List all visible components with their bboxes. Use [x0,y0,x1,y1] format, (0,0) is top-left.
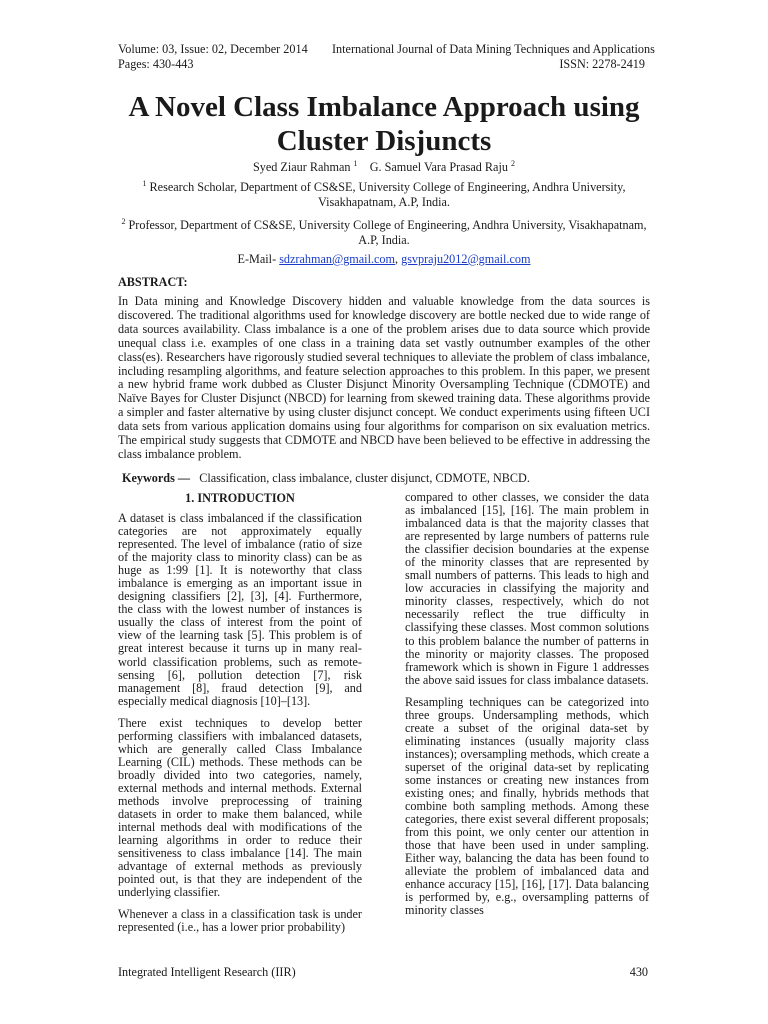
section-heading-introduction: 1. INTRODUCTION [185,491,295,505]
paragraph: compared to other classes, we consider the data as imbalanced [15], [16]. The main problem in imbalanced data is that the majority classes that are represented by large numbers of patterns rule the classifier decision boundaries at the expense of the minority classes that are represented by small numbers of patterns. This leads to high and low accuracies in classifying the majority and minority classes, respectively, which do not necessarily reflect the true difficulty in classifying these classes. Most common solutions to this problem balance the number of patterns in the minority or majority classes. The proposed framework which is shown in Figure 1 addresses the above said issues for class imbalance datasets. [405,490,649,687]
author-2: G. Samuel Vara Prasad Raju [369,160,508,174]
email-separator: , [395,252,399,266]
paragraph: Resampling techniques can be categorized into three groups. Undersampling methods, which create a subset of the original data-set by eliminating instances (usually majority class instances); oversampling methods, which create a superset of the original data-set by replicating some instances or creating new instances from existing ones; and finally, hybrids methods that combine both sampling methods. Among these categories, there exist several different proposals; from this point, we only center our attention in those that have been used in under sampling. Either way, balancing the data has been found to alleviate the problem of imbalanced data and enhance accuracy [15], [16], [17]. Data balancing is performed by, e.g., oversampling patterns of minority classes [405,694,649,918]
email-label: E-Mail- [237,252,277,266]
keywords [122,471,650,486]
abstract-heading: ABSTRACT: [118,275,188,289]
author-line [118,160,650,175]
affiliation-1 [118,180,650,209]
volume-info: Volume: 03, Issue: 02, December 2014 [118,42,308,56]
paragraph: A dataset is class imbalanced if the classification categories are not approximately equally represented. The level of imbalance (ratio of size of the majority class to minority class) can be as huge as 1:99 [1]. It is noteworthy that class imbalance is emerging as an important issue in designing classifiers [2], [3], [4]. Furthermore, the class with the lowest number of instances is usually the class of interest from the point of view of the learning task [5]. This problem is of great interest because it turns up in many real-world classification problems, such as remote-sensing [6], pollution detection [7], risk management [8], fraud detection [9], and especially medical diagnosis [10]–[13]. [118,511,362,708]
author-2-sup: 2 [510,158,515,168]
email-link-1[interactable]: sdzrahman@gmail.com [279,252,395,266]
keywords-label: Keywords — [122,471,191,485]
email-link-2[interactable]: gsvpraju2012@gmail.com [401,252,531,266]
author-1-sup: 1 [353,158,358,168]
right-column [405,491,649,927]
footer-publisher: Integrated Intelligent Research (IIR) [118,965,296,979]
affiliation-2 [118,218,650,247]
keywords-text: Classification, class imbalance, cluster disjunct, CDMOTE, NBCD. [199,471,530,485]
author-1: Syed Ziaur Rahman [253,160,351,174]
affiliation-1-text: Research Scholar, Department of CS&SE, University College of Engineering, Andhra University, Visakhapatnam, A.P, India. [149,180,626,209]
issn-info: ISSN: 2278-2419 [559,57,645,71]
affiliation-1-sup: 1 [142,178,147,188]
paragraph: Whenever a class in a classification task is under represented (i.e., has a lower prior probability) [118,907,362,935]
paragraph: There exist techniques to develop better performing classifiers with imbalanced datasets, which are generally called Class Imbalance Learning (CIL) methods. These methods can be broadly divided into two categories, namely, external methods and internal methods. External methods involve preprocessing of training datasets in order to make them balanced, while internal methods deal with modifications of the learning algorithms in order to reduce their sensitiveness to class imbalance [14]. The main advantage of external methods as previously pointed out, is that they are independent of the underlying classifier. [118,715,362,900]
abstract-text: In Data mining and Knowledge Discovery hidden and valuable knowledge from the data sources is discovered. The traditional algorithms used for knowledge discovery are bottle necked due to wide range of data sources availability. Class imbalance is a one of the problem arises due to data source which provide unequal class i.e. examples of one class in a training data set vastly outnumber examples of the other class(es). Researchers have rigorously studied several techniques to alleviate the problem of class imbalance, including resampling algorithms, and feature selection approaches to this problem. In this paper, we present a new hybrid frame work dubbed as Cluster Disjunct Minority Oversampling Technique (CDMOTE) and Naïve Bayes for Cluster Disjunct (NBCD) for learning from skewed training data. These algorithms provide a simpler and faster alternative by using cluster disjunct concept. We conduct experiments using fifteen UCI data sets from various application domains using four algorithms for comparison on six evaluation metrics. The empirical study suggests that CDMOTE and NBCD have been believed to be effective in addressing the class imbalance problem. [118,294,650,461]
left-column [118,491,362,943]
pages-info: Pages: 430-443 [118,57,194,71]
email-line [118,252,650,267]
journal-name: International Journal of Data Mining Techniques and Applications [332,42,655,56]
affiliation-2-text: Professor, Department of CS&SE, University College of Engineering, Andhra University, Visakhapatnam, A.P, India. [128,218,647,247]
paper-title: A Novel Class Imbalance Approach using Cluster Disjuncts [128,91,640,157]
page-number: 430 [629,965,648,979]
affiliation-2-sup: 2 [121,216,126,226]
